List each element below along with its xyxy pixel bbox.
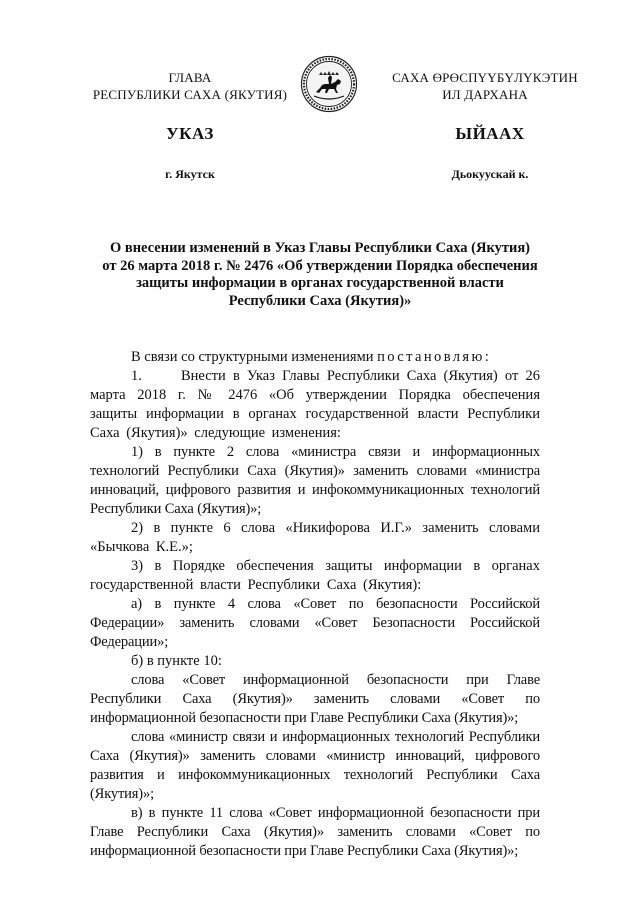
coat-of-arms-emblem bbox=[300, 55, 358, 113]
intro-text: В связи со структурными изменениями bbox=[131, 349, 374, 365]
title-line-4: Республики Саха (Якутия)» bbox=[228, 292, 412, 309]
intro-paragraph bbox=[90, 348, 540, 367]
issuer-right-line1: САХА ӨРӨСПҮҮБҮЛҮКЭТИН bbox=[392, 70, 578, 85]
paragraph-7: слова «министр связи и информационных технологий Республики Саха (Якутия)» заменить словами «министр инноваций, цифрового развития и инфокоммуникационных технологий Республики Саха (Якутия)»; bbox=[90, 729, 540, 802]
item-1-number: 1. bbox=[131, 368, 142, 384]
paragraph-6: слова «Совет информационной безопасности при Главе Республики Саха (Якутия)» заменить словами «Совет по информационной безопасности при Главе Республики Саха (Якутия)»; bbox=[90, 672, 540, 726]
paragraph-4: а) в пункте 4 слова «Совет по безопасности Российской Федерации» заменить словами «Совет Безопасности Российской Федерации»; bbox=[90, 596, 540, 650]
paragraph-8: в) в пункте 11 слова «Совет информационной безопасности при Главе Республики Саха (Якутия)» заменить словами «Совет по информационной безопасности при Главе Республики Саха (Якутия)»; bbox=[90, 805, 540, 859]
document-title bbox=[60, 240, 580, 310]
item-1-text: Внести в Указ Главы Республики Саха (Якутия) от 26 марта 2018 г. № 2476 «Об утверждении Порядка обеспечения защиты информации в органах государственной власти Республики Саха (Якутия)» следующие изменения: bbox=[90, 368, 540, 441]
place-right: Дьокуускай к. bbox=[451, 167, 529, 181]
title-line-3: защиты информации в органах государственной власти bbox=[136, 275, 504, 291]
issuer-left-line2: РЕСПУБЛИКИ САХА (ЯКУТИЯ) bbox=[92, 87, 288, 102]
issuer-right bbox=[360, 69, 610, 103]
place-left: г. Якутск bbox=[165, 167, 215, 181]
paragraph-5: б) в пункте 10: bbox=[131, 653, 222, 669]
paragraph-1: 1) в пункте 2 слова «министра связи и информационных технологий Республики Саха (Якутия)» заменить словами «министра инноваций, цифрового развития и инфокоммуникационных технологий Республики Саха (Якутия)»; bbox=[90, 444, 540, 517]
issuer-left bbox=[70, 69, 310, 103]
item-1 bbox=[90, 367, 540, 443]
title-line-1: О внесении изменений в Указ Главы Республики Саха (Якутия) bbox=[109, 240, 531, 256]
paragraph-2: 2) в пункте 6 слова «Никифорова И.Г.» заменить словами «Бычкова К.Е.»; bbox=[90, 520, 540, 555]
doc-type-right: ЫЙААХ bbox=[455, 124, 525, 143]
emblem-icon bbox=[300, 55, 358, 113]
issuer-left-line1: ГЛАВА bbox=[168, 70, 212, 85]
issuer-right-line2: ИЛ ДАРХАНА bbox=[442, 87, 528, 102]
doc-type-left: УКАЗ bbox=[166, 124, 214, 143]
title-line-2: от 26 марта 2018 г. № 2476 «Об утверждении Порядка обеспечения bbox=[102, 257, 538, 274]
paragraph-3: 3) в Порядке обеспечения защиты информации в органах государственной власти Республики Саха (Якутия): bbox=[90, 558, 540, 593]
intro-decree-word: постановляю: bbox=[377, 349, 492, 365]
document-body bbox=[90, 348, 540, 861]
